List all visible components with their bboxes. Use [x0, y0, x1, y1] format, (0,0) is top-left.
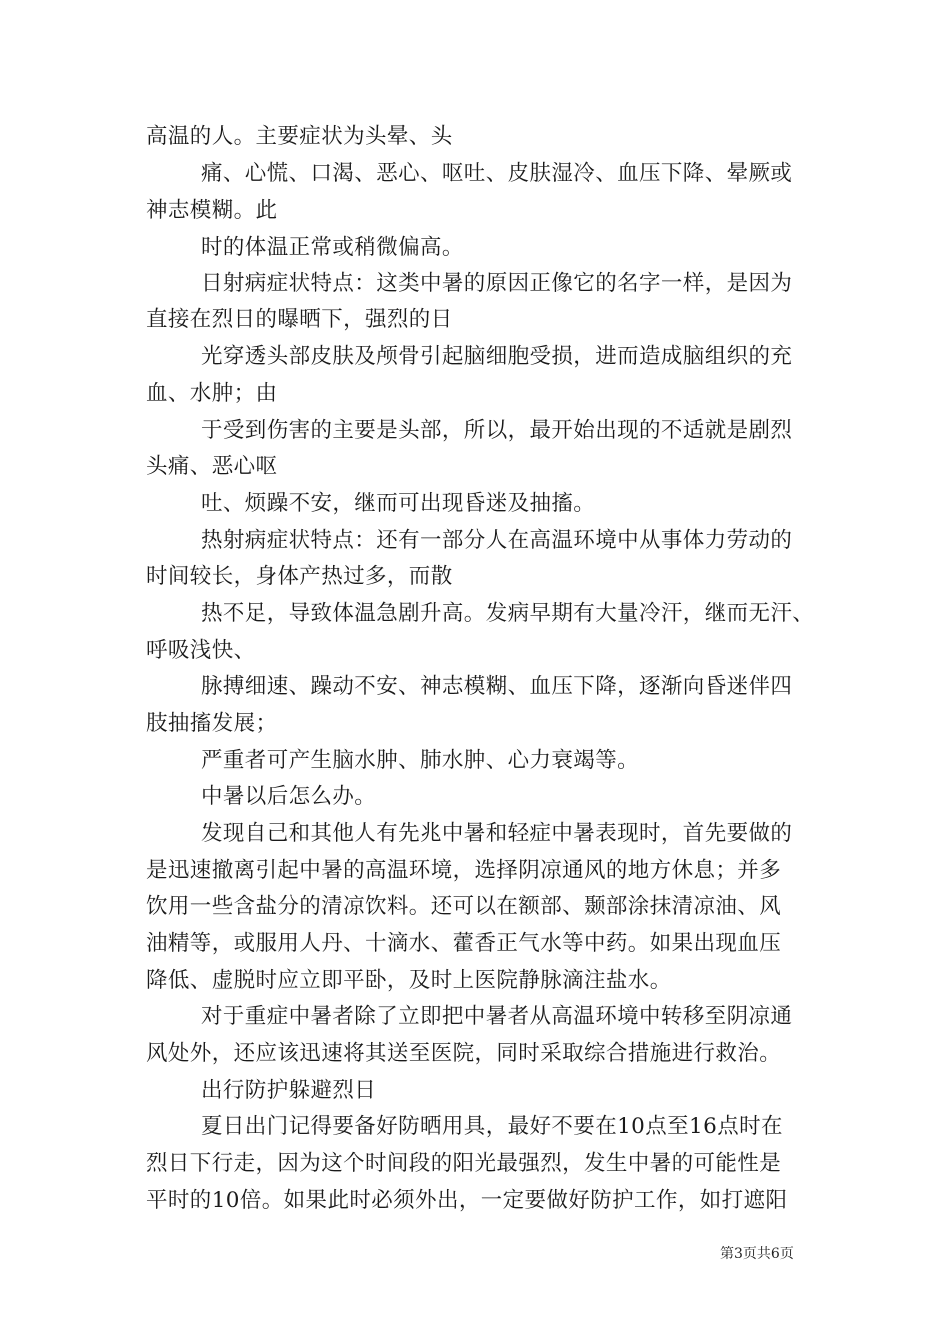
page-number: 第3页共6页 — [720, 1246, 794, 1262]
text-line: 吐、烦躁不安，继而可出现昏迷及抽搐。 — [201, 491, 596, 516]
text-line: 夏日出门记得要备好防晒用具，最好不要在10点至16点时在 — [201, 1114, 783, 1139]
text-line: 是迅速撤离引起中暑的高温环境，选择阴凉通风的地方休息；并多 — [146, 858, 782, 883]
text-line: 降低、虚脱时应立即平卧，及时上医院静脉滴注盐水。 — [146, 968, 672, 993]
text-line: 时间较长，身体产热过多，而散 — [146, 564, 453, 589]
text-line: 风处外，还应该迅速将其送至医院，同时采取综合措施进行救治。 — [146, 1041, 782, 1066]
text-line: 热不足，导致体温急剧升高。发病早期有大量冷汗，继而无汗、 — [201, 601, 815, 626]
text-line: 烈日下行走，因为这个时间段的阳光最强烈，发生中暑的可能性是 — [146, 1151, 782, 1176]
text-line: 痛、心慌、口渴、恶心、呕吐、皮肤湿冷、血压下降、晕厥或 — [201, 161, 793, 186]
text-line: 时的体温正常或稍微偏高。 — [201, 235, 464, 260]
text-line: 呼吸浅快、 — [146, 638, 256, 663]
text-line: 肢抽搐发展； — [146, 711, 278, 736]
text-line: 头痛、恶心呕 — [146, 454, 278, 479]
text-line: 日射病症状特点：这类中暑的原因正像它的名字一样，是因为 — [201, 271, 793, 296]
text-line: 严重者可产生脑水肿、肺水肿、心力衰竭等。 — [201, 748, 640, 773]
text-line: 光穿透头部皮肤及颅骨引起脑细胞受损，进而造成脑组织的充 — [201, 344, 793, 369]
text-line: 平时的10倍。如果此时必须外出，一定要做好防护工作，如打遮阳 — [146, 1188, 788, 1213]
text-line: 高温的人。主要症状为头晕、头 — [146, 124, 453, 149]
text-line: 直接在烈日的曝晒下，强烈的日 — [146, 307, 453, 332]
text-line: 血、水肿；由 — [146, 381, 278, 406]
text-line: 发现自己和其他人有先兆中暑和轻症中暑表现时，首先要做的 — [201, 821, 793, 846]
text-line: 热射病症状特点：还有一部分人在高温环境中从事体力劳动的 — [201, 528, 793, 553]
text-line: 油精等，或服用人丹、十滴水、藿香正气水等中药。如果出现血压 — [146, 931, 782, 956]
text-line: 脉搏细速、躁动不安、神志模糊、血压下降，逐渐向昏迷伴四 — [201, 674, 793, 699]
section-heading: 中暑以后怎么办。 — [201, 784, 377, 809]
section-heading: 出行防护躲避烈日 — [201, 1078, 377, 1103]
text-line: 对于重症中暑者除了立即把中暑者从高温环境中转移至阴凉通 — [201, 1004, 793, 1029]
text-line: 于受到伤害的主要是头部，所以，最开始出现的不适就是剧烈 — [201, 418, 793, 443]
text-line: 神志模糊。此 — [146, 198, 278, 223]
text-line: 饮用一些含盐分的清凉饮料。还可以在额部、颞部涂抹清凉油、风 — [146, 894, 782, 919]
